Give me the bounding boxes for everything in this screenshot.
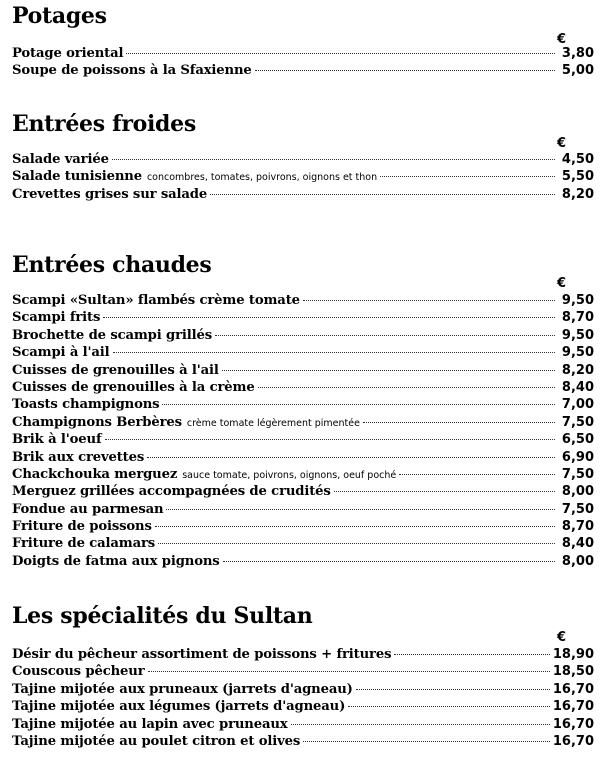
menu-item: [12, 327, 594, 344]
menu-item: [12, 344, 594, 361]
item-price: 5,00: [561, 63, 594, 79]
menu-item: [12, 466, 594, 483]
item-price: 7,50: [561, 466, 594, 482]
item-price: 5,50: [561, 169, 594, 185]
item-description: crème tomate légèrement pimentée: [186, 417, 360, 429]
item-name: Désir du pêcheur assortiment de poissons + fritures: [12, 647, 392, 662]
menu-item: [12, 535, 594, 552]
item-name: Friture de calamars: [12, 536, 156, 552]
currency-label: €: [556, 630, 566, 645]
menu-item: [12, 292, 594, 309]
item-price: 8,70: [561, 310, 594, 326]
item-name: Soupe de poissons à la Sfaxienne: [12, 63, 252, 79]
item-name: Merguez grillées accompagnées de crudités: [12, 484, 331, 500]
menu-item: [12, 449, 594, 466]
item-price: 8,20: [561, 186, 594, 202]
dot-leader: [399, 474, 555, 475]
item-price: 6,90: [561, 449, 594, 465]
item-price: 18,50: [552, 664, 594, 680]
item-price: 18,90: [552, 647, 594, 662]
item-name: Crevettes grises sur salade: [12, 186, 208, 202]
currency-label: €: [556, 276, 566, 291]
dot-leader: [158, 543, 555, 544]
item-description: concombres, tomates, poivrons, oignons et thon: [146, 172, 378, 184]
item-name: Tajine mijotée au lapin avec pruneaux: [12, 716, 288, 732]
item-price: 7,00: [561, 397, 594, 413]
item-price: 6,50: [561, 432, 594, 448]
item-price: 4,50: [561, 152, 594, 167]
dot-leader: [222, 370, 555, 371]
menu-item: [12, 379, 594, 396]
item-price: 8,40: [561, 536, 594, 552]
menu-item: [12, 733, 594, 750]
menu-item: [12, 553, 594, 570]
menu-list: [12, 45, 594, 80]
item-name: Brik aux crevettes: [12, 449, 145, 465]
dot-leader: [112, 159, 555, 160]
item-name: Toasts champignons: [12, 397, 160, 413]
dot-leader: [258, 387, 555, 388]
item-name: Scampi frits: [12, 310, 101, 326]
section-title: Entrées chaudes: [12, 252, 212, 278]
menu-item: [12, 483, 594, 500]
menu-list: [12, 151, 594, 203]
item-price: 7,50: [561, 414, 594, 430]
menu-item: [12, 168, 594, 185]
dot-leader: [303, 300, 555, 301]
dot-leader: [215, 335, 555, 336]
dot-leader: [147, 457, 555, 458]
dot-leader: [210, 194, 555, 195]
dot-leader: [303, 741, 550, 742]
section-title: Entrées froides: [12, 111, 196, 137]
item-name: Tajine mijotée au poulet citron et olives: [12, 733, 301, 749]
item-price: 9,50: [561, 293, 594, 308]
section-title: Les spécialités du Sultan: [12, 603, 313, 629]
dot-leader: [356, 689, 550, 690]
item-price: 16,70: [552, 733, 594, 749]
item-name: Brochette de scampi grillés: [12, 327, 213, 343]
item-name: Salade variée: [12, 152, 109, 167]
item-price: 16,70: [552, 716, 594, 732]
item-name: Chackchouka merguez: [12, 466, 178, 482]
menu-item: [12, 186, 594, 203]
item-price: 9,50: [561, 345, 594, 361]
dot-leader: [363, 422, 555, 423]
menu-item: [12, 431, 594, 448]
dot-leader: [334, 491, 555, 492]
menu-item: [12, 45, 594, 62]
item-name: Salade tunisienne: [12, 169, 142, 185]
dot-leader: [223, 561, 555, 562]
item-price: 8,00: [561, 484, 594, 500]
dot-leader: [162, 404, 555, 405]
item-price: 16,70: [552, 681, 594, 697]
item-price: 8,20: [561, 362, 594, 378]
menu-list: [12, 292, 594, 570]
menu-item: [12, 501, 594, 518]
dot-leader: [113, 352, 555, 353]
dot-leader: [126, 53, 555, 54]
currency-label: €: [556, 32, 566, 47]
dot-leader: [103, 317, 555, 318]
item-name: Brik à l'oeuf: [12, 432, 102, 448]
dot-leader: [291, 724, 550, 725]
menu-item: [12, 362, 594, 379]
item-name: Fondue au parmesan: [12, 501, 164, 517]
menu-item: [12, 681, 594, 698]
item-description: sauce tomate, poivrons, oignons, oeuf poché: [182, 469, 397, 481]
item-price: 7,50: [561, 501, 594, 517]
menu-item: [12, 646, 594, 663]
dot-leader: [380, 176, 555, 177]
dot-leader: [166, 509, 555, 510]
item-price: 16,70: [552, 699, 594, 715]
item-name: Potage oriental: [12, 46, 124, 61]
item-name: Cuisses de grenouilles à l'ail: [12, 362, 219, 378]
item-price: 9,50: [561, 327, 594, 343]
item-price: 8,40: [561, 379, 594, 395]
menu-item: [12, 396, 594, 413]
item-name: Tajine mijotée aux légumes (jarrets d'agneau): [12, 699, 346, 715]
dot-leader: [255, 70, 555, 71]
item-name: Scampi à l'ail: [12, 345, 110, 361]
item-name: Doigts de fatma aux pignons: [12, 553, 220, 569]
item-name: Tajine mijotée aux pruneaux (jarrets d'agneau): [12, 681, 353, 697]
dot-leader: [348, 706, 550, 707]
item-name: Friture de poissons: [12, 519, 152, 535]
menu-item: [12, 414, 594, 431]
menu-list: [12, 646, 594, 750]
item-name: Cuisses de grenouilles à la crème: [12, 379, 255, 395]
item-name: Couscous pêcheur: [12, 664, 145, 680]
menu-item: [12, 518, 594, 535]
menu-item: [12, 716, 594, 733]
section-title: Potages: [12, 3, 107, 29]
dot-leader: [394, 654, 550, 655]
item-name: Scampi «Sultan» flambés crème tomate: [12, 293, 300, 308]
item-name: Champignons Berbères: [12, 414, 182, 430]
menu-item: [12, 663, 594, 680]
item-price: 3,80: [561, 46, 594, 61]
dot-leader: [155, 526, 555, 527]
menu-item: [12, 151, 594, 168]
dot-leader: [148, 671, 550, 672]
item-price: 8,70: [561, 519, 594, 535]
menu-item: [12, 698, 594, 715]
menu-item: [12, 62, 594, 79]
currency-label: €: [556, 136, 566, 151]
menu-item: [12, 309, 594, 326]
dot-leader: [105, 439, 555, 440]
item-price: 8,00: [561, 553, 594, 569]
